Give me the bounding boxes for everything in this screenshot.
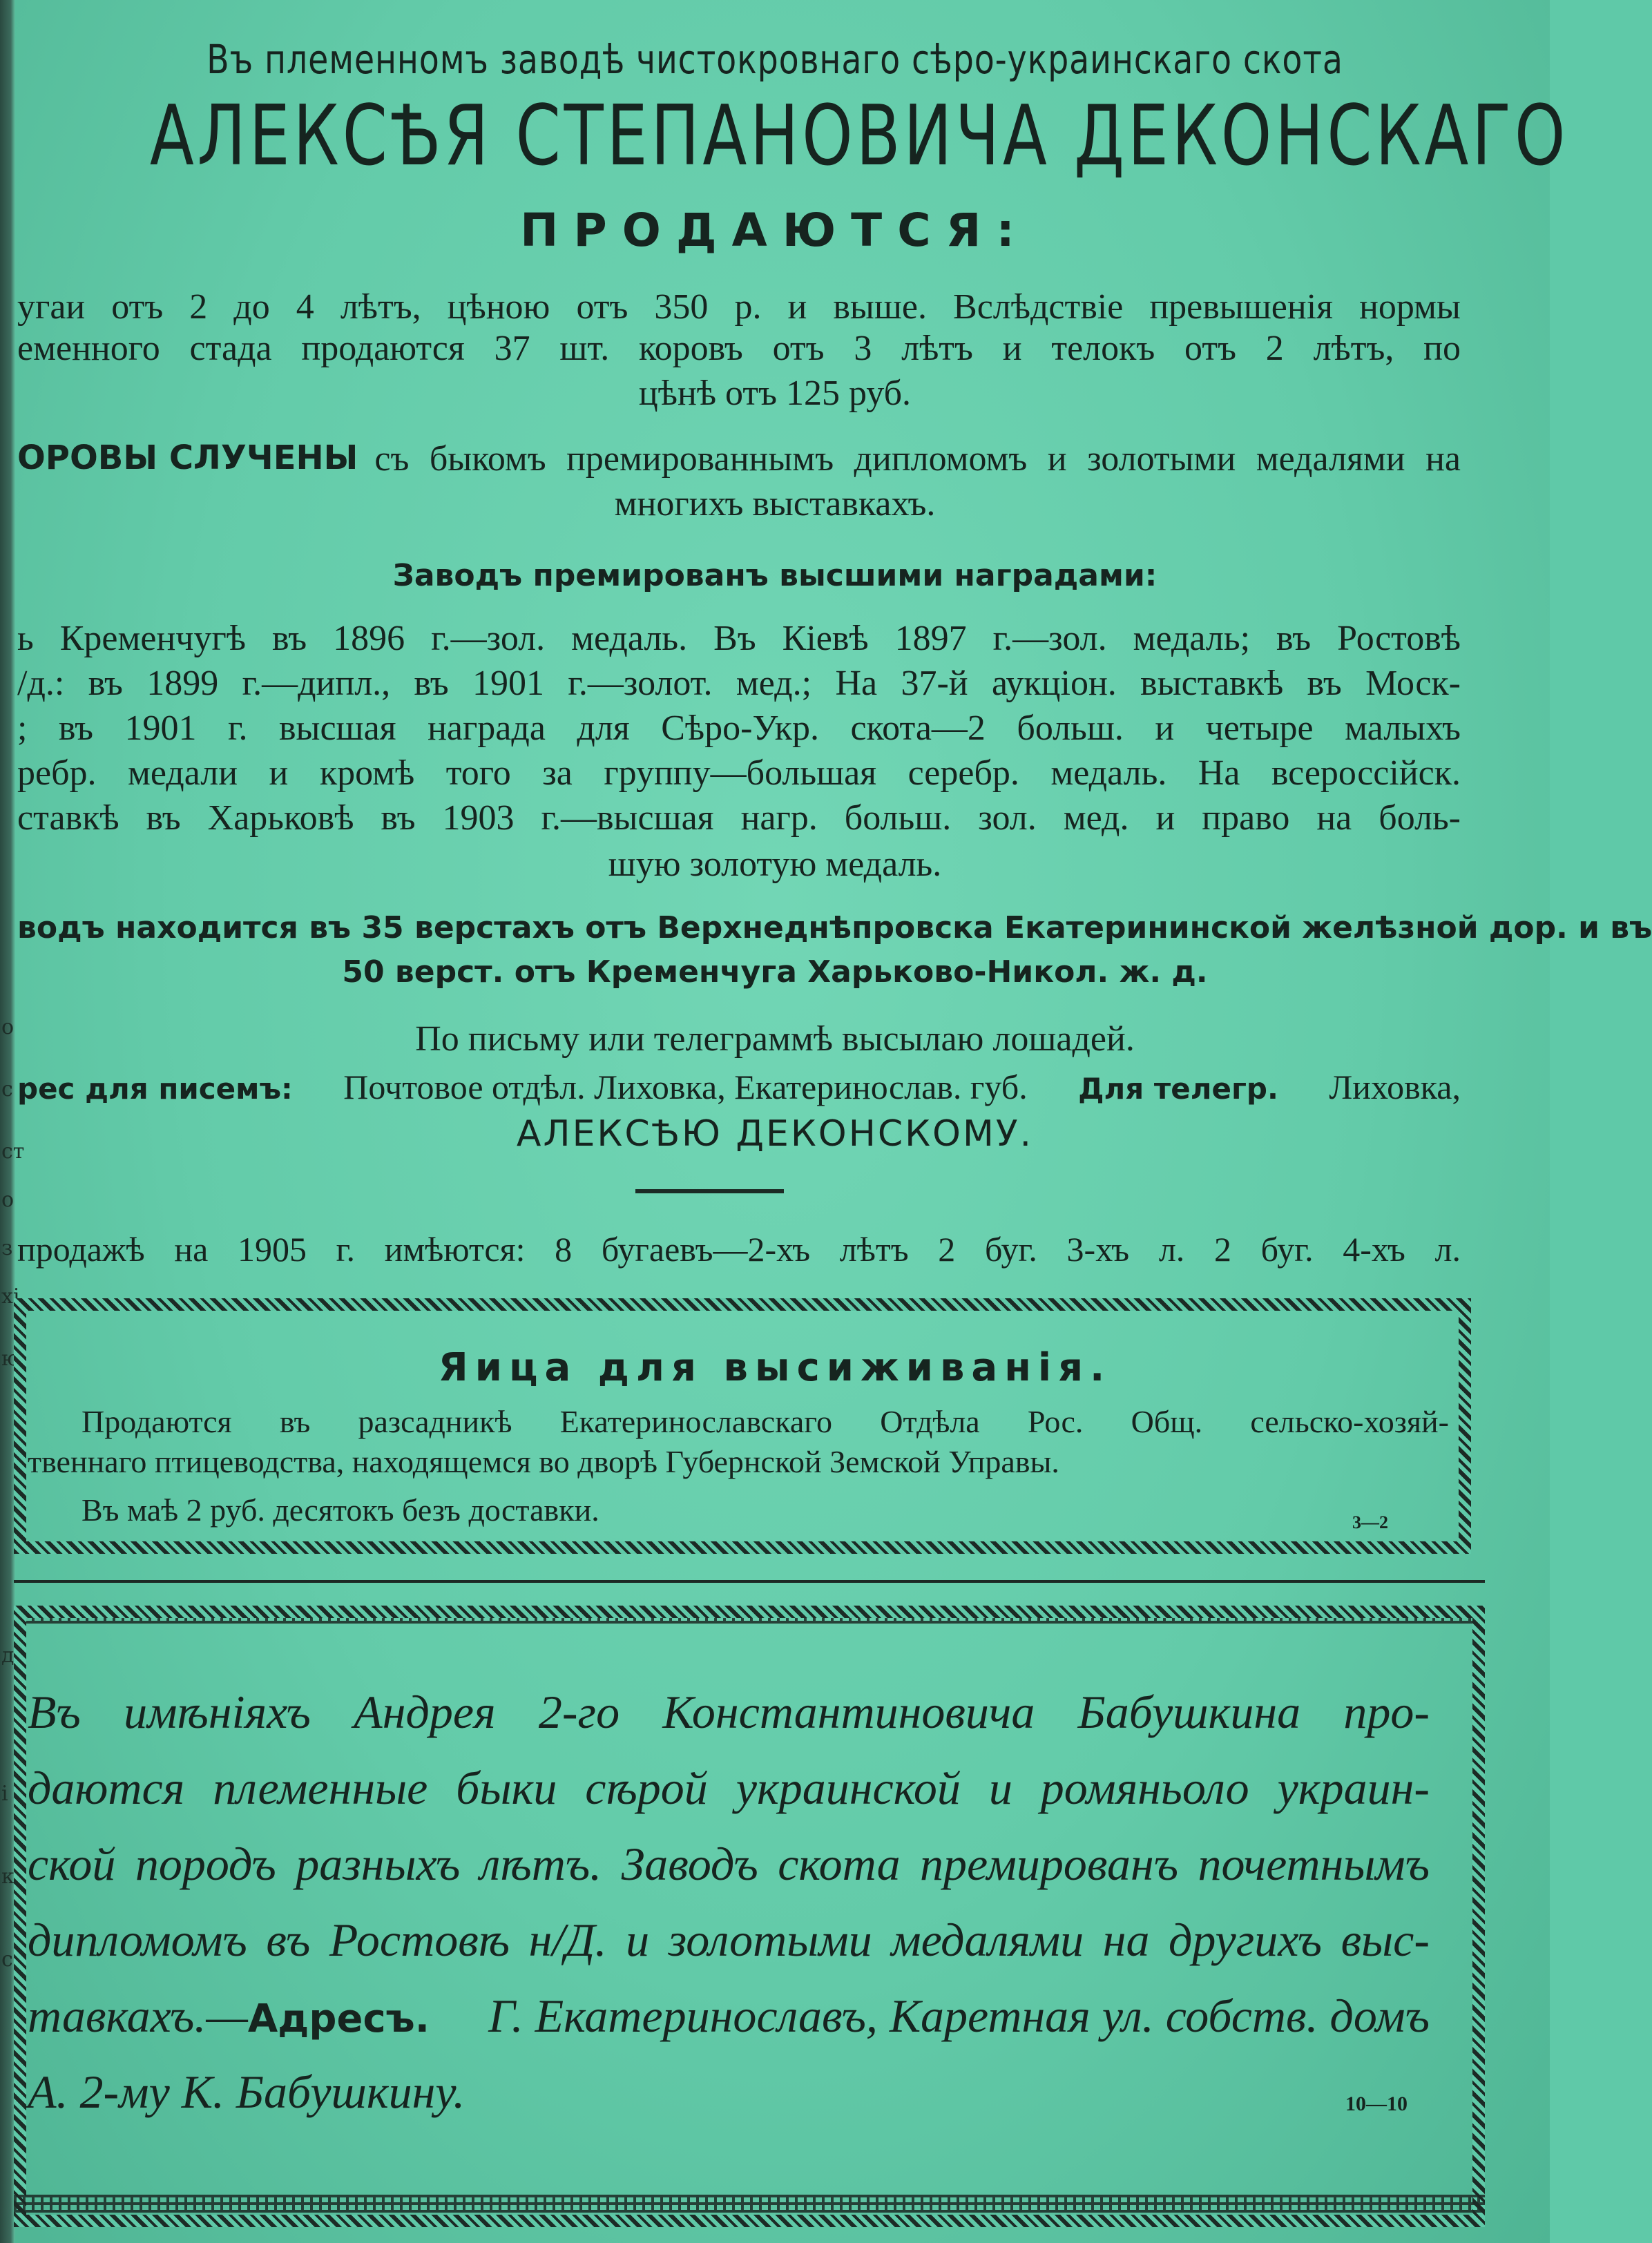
ad1-location-line: 50 верст. отъ Кременчуга Харьково-Никол. ж. д. bbox=[342, 954, 1208, 990]
section-rule bbox=[14, 1580, 1485, 1583]
ad1-para2-bold: ОРОВЫ СЛУЧЕНЫ bbox=[17, 439, 358, 477]
ad1-para2 bbox=[17, 439, 1461, 479]
ad2-line: твеннаго птицеводства, находящемся во дворѣ Губернской Земской Управы. bbox=[28, 1444, 1059, 1479]
ad1-awards-line: ставкѣ въ Харьковѣ въ 1903 г.—высшая нагр. больш. зол. мед. и право на боль- bbox=[17, 798, 1461, 838]
ad2-line: Продаются въ разсадникѣ Екатеринославскаго Отдѣла Рос. Общ. сельско-хозяй- bbox=[81, 1404, 1449, 1439]
ad3-line5 bbox=[28, 1989, 1430, 2043]
ad1-address bbox=[17, 1067, 1461, 1107]
margin-fragment: о bbox=[1, 1188, 15, 1212]
ad3-number: 10—10 bbox=[1345, 2092, 1408, 2115]
ad1-address-text: Почтовое отдѣл. Лиховка, Екатеринослав. губ. bbox=[343, 1068, 1028, 1106]
ad1-recipient: АЛЕКСѢЮ ДЕКОНСКОМУ. bbox=[516, 1113, 1034, 1155]
margin-fragment: с bbox=[1, 1077, 13, 1101]
margin-fragment: д. bbox=[1, 1644, 21, 1668]
ad1-para2-text: съ быкомъ премированнымъ дипломомъ и золотыми медалями на bbox=[374, 439, 1461, 479]
ad3-line5-end: Г. Екатеринославъ, Каретная ул. собств. домъ bbox=[488, 1990, 1430, 2042]
ad3-line: Въ имѣніяхъ Андрея 2-го Константиновича Бабушкина про- bbox=[28, 1686, 1430, 1738]
ad1-sale-heading: ПРОДАЮТСЯ: bbox=[520, 204, 1030, 257]
ad1-para1-line: угаи отъ 2 до 4 лѣтъ, цѣною отъ 350 р. и выше. Вслѣдствіе превышенія нормы bbox=[17, 287, 1461, 327]
ad3-line: дипломомъ въ Ростовѣ н/Д. и золотыми медалями на другихъ выс- bbox=[28, 1914, 1430, 1966]
ad2-number: 3—2 bbox=[1352, 1512, 1388, 1532]
margin-fragment: к bbox=[1, 1865, 15, 1889]
margin-fragment: з bbox=[1, 1236, 13, 1260]
ad1-horses: По письму или телеграммѣ высылаю лошадей. bbox=[415, 1019, 1135, 1059]
ad1-sale-1905: продажѣ на 1905 г. имѣются: 8 бугаевъ—2-хъ лѣтъ 2 буг. 3-хъ л. 2 буг. 4-хъ л. bbox=[17, 1230, 1461, 1269]
margin-fragment: хі bbox=[1, 1284, 20, 1309]
ad2-heading: Яица для высиживанія. bbox=[438, 1345, 1112, 1390]
ad1-awards-line: шую золотую медаль. bbox=[608, 845, 942, 884]
margin-fragment: о bbox=[1, 1015, 15, 1039]
ad1-awards-line: ребр. медали и кромѣ того за группу—большая серебр. медаль. На всероссійск. bbox=[17, 753, 1461, 793]
margin-fragment: ю bbox=[1, 1347, 20, 1371]
ad1-para1-line: цѣнѣ отъ 125 руб. bbox=[638, 374, 912, 413]
ad3-line6: А. 2-му К. Бабушкину. bbox=[28, 2066, 465, 2118]
ad3-line: даются племенные быки сѣрой украинской и ромяньоло украин- bbox=[28, 1762, 1430, 1814]
ad1-telegram-label: Для телегр. bbox=[1078, 1072, 1278, 1106]
ad3-line: ской породъ разныхъ лѣтъ. Заводъ скота премированъ почетнымъ bbox=[28, 1838, 1430, 1890]
ad1-telegram-text: Лиховка, bbox=[1329, 1068, 1461, 1106]
ad3-line5-start: тавкахъ.— bbox=[28, 1990, 248, 2042]
divider-rule bbox=[635, 1189, 784, 1193]
margin-fragment: ст bbox=[1, 1139, 25, 1164]
ad1-intro: Въ племенномъ заводѣ чистокровнаго сѣро-украинскаго скота bbox=[206, 36, 1343, 83]
ad1-awards-line: ; въ 1901 г. высшая награда для Сѣро-Укр. скота—2 больш. и четыре малыхъ bbox=[17, 709, 1461, 748]
ad1-location-line: водъ находится въ 35 верстахъ отъ Верхнеднѣпровска Екатерининской желѣзной дор. и въ bbox=[17, 910, 1652, 945]
margin-fragment: с bbox=[1, 1947, 13, 1972]
ad1-address-label: рес для писемъ: bbox=[17, 1072, 293, 1106]
ad3-line5-bold: Адресъ. bbox=[247, 1996, 430, 2041]
ad2-line: Въ маѣ 2 руб. десятокъ безъ доставки. bbox=[81, 1492, 599, 1528]
ad1-awards-heading: Заводъ премированъ высшими наградами: bbox=[392, 558, 1158, 593]
ad1-owner-name: АЛЕКСѢЯ СТЕПАНОВИЧА ДЕКОНСКАГО bbox=[149, 88, 1569, 184]
ornament-strip-bottom bbox=[14, 2195, 1485, 2213]
ad1-para2-line2: многихъ выставкахъ. bbox=[614, 484, 936, 523]
margin-fragment: і bbox=[1, 1782, 8, 1806]
ad1-para1-line: еменного стада продаются 37 шт. коровъ отъ 3 лѣтъ и телокъ отъ 2 лѣтъ, по bbox=[17, 329, 1461, 368]
ad1-awards-line: /д.: въ 1899 г.—дипл., въ 1901 г.—золот. мед.; На 37-й аукціон. выставкѣ въ Моск- bbox=[17, 664, 1461, 703]
ad1-awards-line: ь Кременчугѣ въ 1896 г.—зол. медаль. Въ Кіевѣ 1897 г.—зол. медаль; въ Ростовѣ bbox=[17, 619, 1461, 658]
